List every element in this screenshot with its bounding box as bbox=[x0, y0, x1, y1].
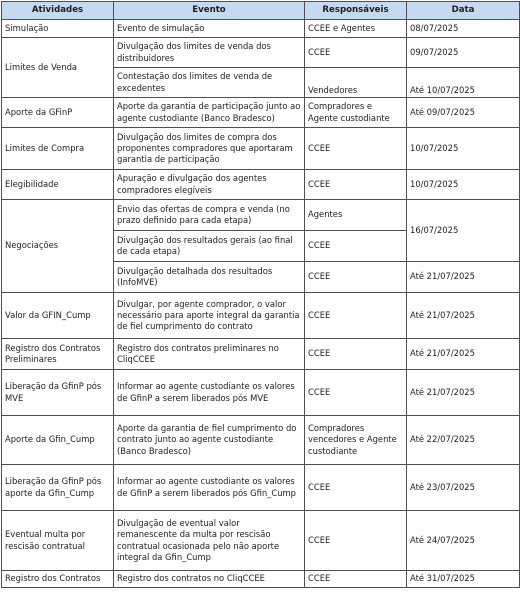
responsible-cell: CCEE bbox=[305, 170, 407, 200]
activity-cell: Simulação bbox=[2, 20, 114, 38]
event-cell: Divulgação detalhada dos resultados (InfoMVE) bbox=[114, 262, 305, 293]
event-cell: Divulgar, por agente comprador, o valor necessário para aporte integral da garantia de fiel cumprimento do contrato bbox=[114, 293, 305, 339]
date-cell: Até 22/07/2025 bbox=[407, 416, 520, 465]
date-cell: Até 24/07/2025 bbox=[407, 511, 520, 571]
responsible-cell: CCEE bbox=[305, 128, 407, 170]
responsible-cell: CCEE bbox=[305, 293, 407, 339]
activity-cell: Aporte da GFinP bbox=[2, 98, 114, 128]
table-row bbox=[2, 370, 520, 416]
header-atividades: Atividades bbox=[2, 2, 114, 20]
table-row bbox=[2, 465, 520, 511]
event-cell: Divulgação dos limites de venda dos distribuidores bbox=[114, 38, 305, 68]
event-cell: Divulgação dos limites de compra dos proponentes compradores que aportaram garantia de participação bbox=[114, 128, 305, 170]
activity-cell: Elegibilidade bbox=[2, 170, 114, 200]
responsible-cell: CCEE bbox=[305, 339, 407, 370]
header-row bbox=[2, 2, 520, 20]
activity-cell: Limites de Venda bbox=[2, 38, 114, 98]
header-responsaveis: Responsáveis bbox=[305, 2, 407, 20]
event-cell: Envio das ofertas de compra e venda (no prazo definido para cada etapa) bbox=[114, 200, 305, 231]
date-cell: Até 21/07/2025 bbox=[407, 293, 520, 339]
event-cell: Contestação dos limites de venda de excedentes bbox=[114, 68, 305, 98]
activity-cell: Registro dos Contratos Preliminares bbox=[2, 339, 114, 370]
table-row bbox=[2, 128, 520, 170]
table-row bbox=[2, 571, 520, 588]
event-cell: Aporte da garantia de participação junto ao agente custodiante (Banco Bradesco) bbox=[114, 98, 305, 128]
table-row bbox=[2, 416, 520, 465]
date-cell: Até 21/07/2025 bbox=[407, 339, 520, 370]
responsible-cell: CCEE bbox=[305, 262, 407, 293]
event-cell: Divulgação dos resultados gerais (ao final de cada etapa) bbox=[114, 231, 305, 262]
date-cell: 09/07/2025 bbox=[407, 38, 520, 68]
date-cell: 08/07/2025 bbox=[407, 20, 520, 38]
event-cell: Registro dos contratos preliminares no CliqCCEE bbox=[114, 339, 305, 370]
date-cell: Até 21/07/2025 bbox=[407, 370, 520, 416]
activity-cell: Eventual multa por rescisão contratual bbox=[2, 511, 114, 571]
schedule-table bbox=[1, 1, 520, 588]
responsible-cell: Compradores vencedores e Agente custodiante bbox=[305, 416, 407, 465]
responsible-cell: CCEE bbox=[305, 231, 407, 262]
date-cell: 16/07/2025 bbox=[407, 200, 520, 262]
activity-cell: Liberação da GfinP pós aporte da Gfin_Cump bbox=[2, 465, 114, 511]
responsible-cell: CCEE e Agentes bbox=[305, 20, 407, 38]
event-cell: Registro dos contratos no CliqCCEE bbox=[114, 571, 305, 588]
event-cell: Divulgação de eventual valor remanescente da multa por rescisão contratual ocasionada pelo não aporte integral da Gfin_Cump bbox=[114, 511, 305, 571]
activity-cell: Registro dos Contratos bbox=[2, 571, 114, 588]
table-row bbox=[2, 38, 520, 68]
activity-cell: Liberação da GfinP pós MVE bbox=[2, 370, 114, 416]
responsible-cell: CCEE bbox=[305, 571, 407, 588]
responsible-cell: Agentes bbox=[305, 200, 407, 231]
activity-cell: Limites de Compra bbox=[2, 128, 114, 170]
responsible-cell: CCEE bbox=[305, 511, 407, 571]
activity-cell: Aporte da Gfin_Cump bbox=[2, 416, 114, 465]
responsible-cell: Vendedores bbox=[305, 68, 407, 98]
event-cell: Aporte da garantia de fiel cumprimento do contrato junto ao agente custodiante (Banco Bradesco) bbox=[114, 416, 305, 465]
responsible-cell: Compradores e Agente custodiante bbox=[305, 98, 407, 128]
header-data: Data bbox=[407, 2, 520, 20]
event-cell: Evento de simulação bbox=[114, 20, 305, 38]
date-cell: 10/07/2025 bbox=[407, 128, 520, 170]
table-row bbox=[2, 200, 520, 231]
date-cell: Até 21/07/2025 bbox=[407, 262, 520, 293]
event-cell: Apuração e divulgação dos agentes compradores elegíveis bbox=[114, 170, 305, 200]
header-evento: Evento bbox=[114, 2, 305, 20]
table-row bbox=[2, 20, 520, 38]
date-cell: Até 09/07/2025 bbox=[407, 98, 520, 128]
activity-cell: Valor da GFIN_Cump bbox=[2, 293, 114, 339]
date-cell: Até 31/07/2025 bbox=[407, 571, 520, 588]
date-cell: 10/07/2025 bbox=[407, 170, 520, 200]
responsible-cell: CCEE bbox=[305, 465, 407, 511]
activity-cell: Negociações bbox=[2, 200, 114, 293]
responsible-cell: CCEE bbox=[305, 370, 407, 416]
table-row bbox=[2, 339, 520, 370]
table-row bbox=[2, 511, 520, 571]
event-cell: Informar ao agente custodiante os valores de GfinP a serem liberados pós MVE bbox=[114, 370, 305, 416]
date-cell: Até 23/07/2025 bbox=[407, 465, 520, 511]
table-row bbox=[2, 98, 520, 128]
responsible-cell: CCEE bbox=[305, 38, 407, 68]
table-row bbox=[2, 170, 520, 200]
table-row bbox=[2, 293, 520, 339]
event-cell: Informar ao agente custodiante os valores de GfinP a serem liberados pós Gfin_Cump bbox=[114, 465, 305, 511]
date-cell: Até 10/07/2025 bbox=[407, 68, 520, 98]
